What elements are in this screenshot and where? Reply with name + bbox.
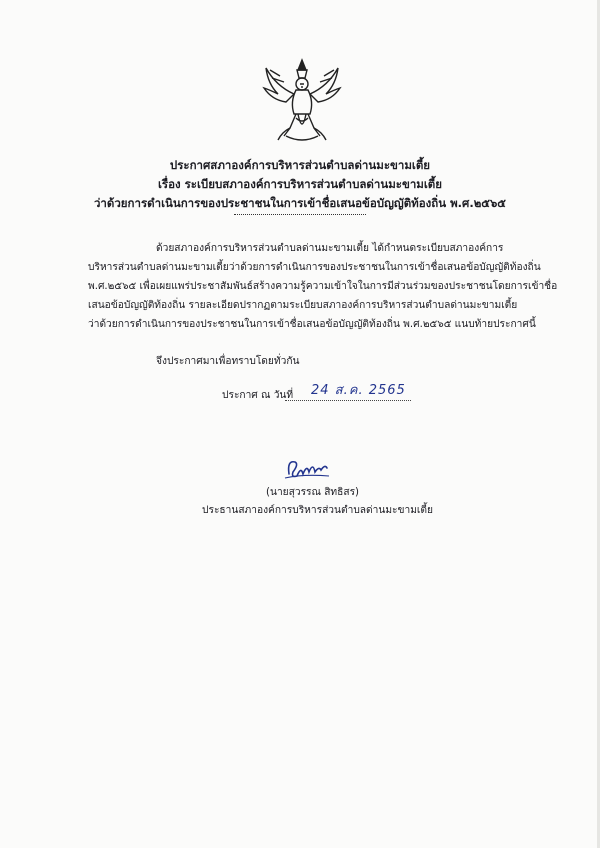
signature	[283, 452, 333, 482]
garuda-emblem	[260, 56, 344, 148]
signatory-name: (นายสุวรรณ สิทธิสร)	[266, 487, 360, 498]
body-text-line: ว่าด้วยการดำเนินการของประชาชนในการเข้าชื่อเสนอข้อบัญญัติท้องถิ่น พ.ศ.๒๕๖๕ แนบท้ายประกาศนี้	[88, 319, 536, 330]
date-label: ประกาศ ณ วันที่	[222, 390, 294, 401]
dotted-separator	[234, 214, 366, 215]
regulation-title: ว่าด้วยการดำเนินการของประชาชนในการเข้าชื่อเสนอข้อบัญญัติท้องถิ่น พ.ศ.๒๕๖๕	[93, 196, 507, 210]
date-dotted-line	[285, 400, 411, 401]
announcement-heading: ประกาศสภาองค์การบริหารส่วนตำบลด่านมะขามเตี้ย	[169, 158, 431, 172]
body-text-line: พ.ศ.๒๕๖๕ เพื่อเผยแพร่ประชาสัมพันธ์สร้างความรู้ความเข้าใจในการมีส่วนร่วมของประชาชนโดยการเข้าชื่อ	[88, 281, 558, 292]
signatory-title: ประธานสภาองค์การบริหารส่วนตำบลด่านมะขามเตี้ย	[202, 505, 433, 516]
body-text-line: ด้วยสภาองค์การบริหารส่วนตำบลด่านมะขามเตี้ย ได้กำหนดระเบียบสภาองค์การ	[156, 243, 504, 254]
subject-line: เรื่อง ระเบียบสภาองค์การบริหารส่วนตำบลด่านมะขามเตี้ย	[157, 177, 442, 191]
body-text-line: บริหารส่วนตำบลด่านมะขามเตี้ยว่าด้วยการดำเนินการของประชาชนในการเข้าชื่อเสนอข้อบัญญัติท้องถิ่น	[88, 262, 541, 273]
closing-statement: จึงประกาศมาเพื่อทราบโดยทั่วกัน	[156, 356, 300, 367]
handwritten-date: 24 ส.ค. 2565	[311, 383, 406, 398]
body-text-line: เสนอข้อบัญญัติท้องถิ่น รายละเอียดปรากฏตามระเบียบสภาองค์การบริหารส่วนตำบลด่านมะขามเตี้ย	[88, 300, 518, 311]
